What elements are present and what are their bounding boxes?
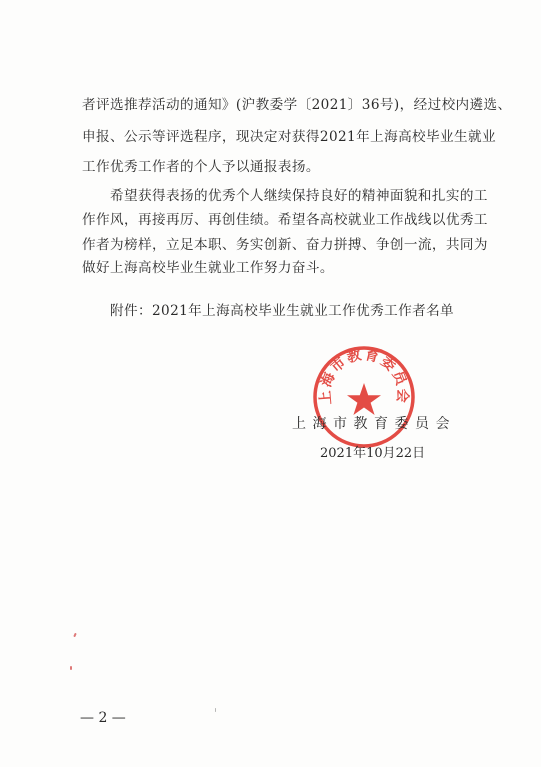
issue-date: 2021年10月22日 <box>320 446 426 461</box>
official-seal-icon <box>312 345 416 449</box>
scan-mark <box>215 708 216 712</box>
body-line-4: 希望获得表扬的优秀个人继续保持良好的精神面貌和扎实的工 <box>110 188 488 204</box>
attachment-note: 附件：2021年上海高校毕业生就业工作优秀工作者名单 <box>110 303 455 319</box>
body-line-7: 做好上海高校毕业生就业工作努力奋斗。 <box>82 260 334 276</box>
body-line-5: 作作风，再接再厉、再创佳绩。希望各高校就业工作战线以优秀工 <box>82 212 488 228</box>
body-line-2: 申报、公示等评选程序，现决定对获得2021年上海高校毕业生就业 <box>82 129 497 145</box>
page-number: — 2 — <box>80 710 126 726</box>
issuer-name: 上海市教育委员会 <box>292 416 456 432</box>
body-line-3: 工作优秀工作者的个人予以通报表扬。 <box>82 159 320 175</box>
body-line-6: 作者为榜样，立足本职、务实创新、奋力拼搏、争创一流，共同为 <box>82 237 488 253</box>
red-mark <box>70 666 72 670</box>
body-line-1: 者评选推荐活动的通知》(沪教委学〔2021〕36号)，经过校内遴选、 <box>82 97 512 113</box>
red-mark <box>73 633 77 637</box>
svg-text:上海市教育委员会: 上海市教育委员会 <box>317 346 411 406</box>
